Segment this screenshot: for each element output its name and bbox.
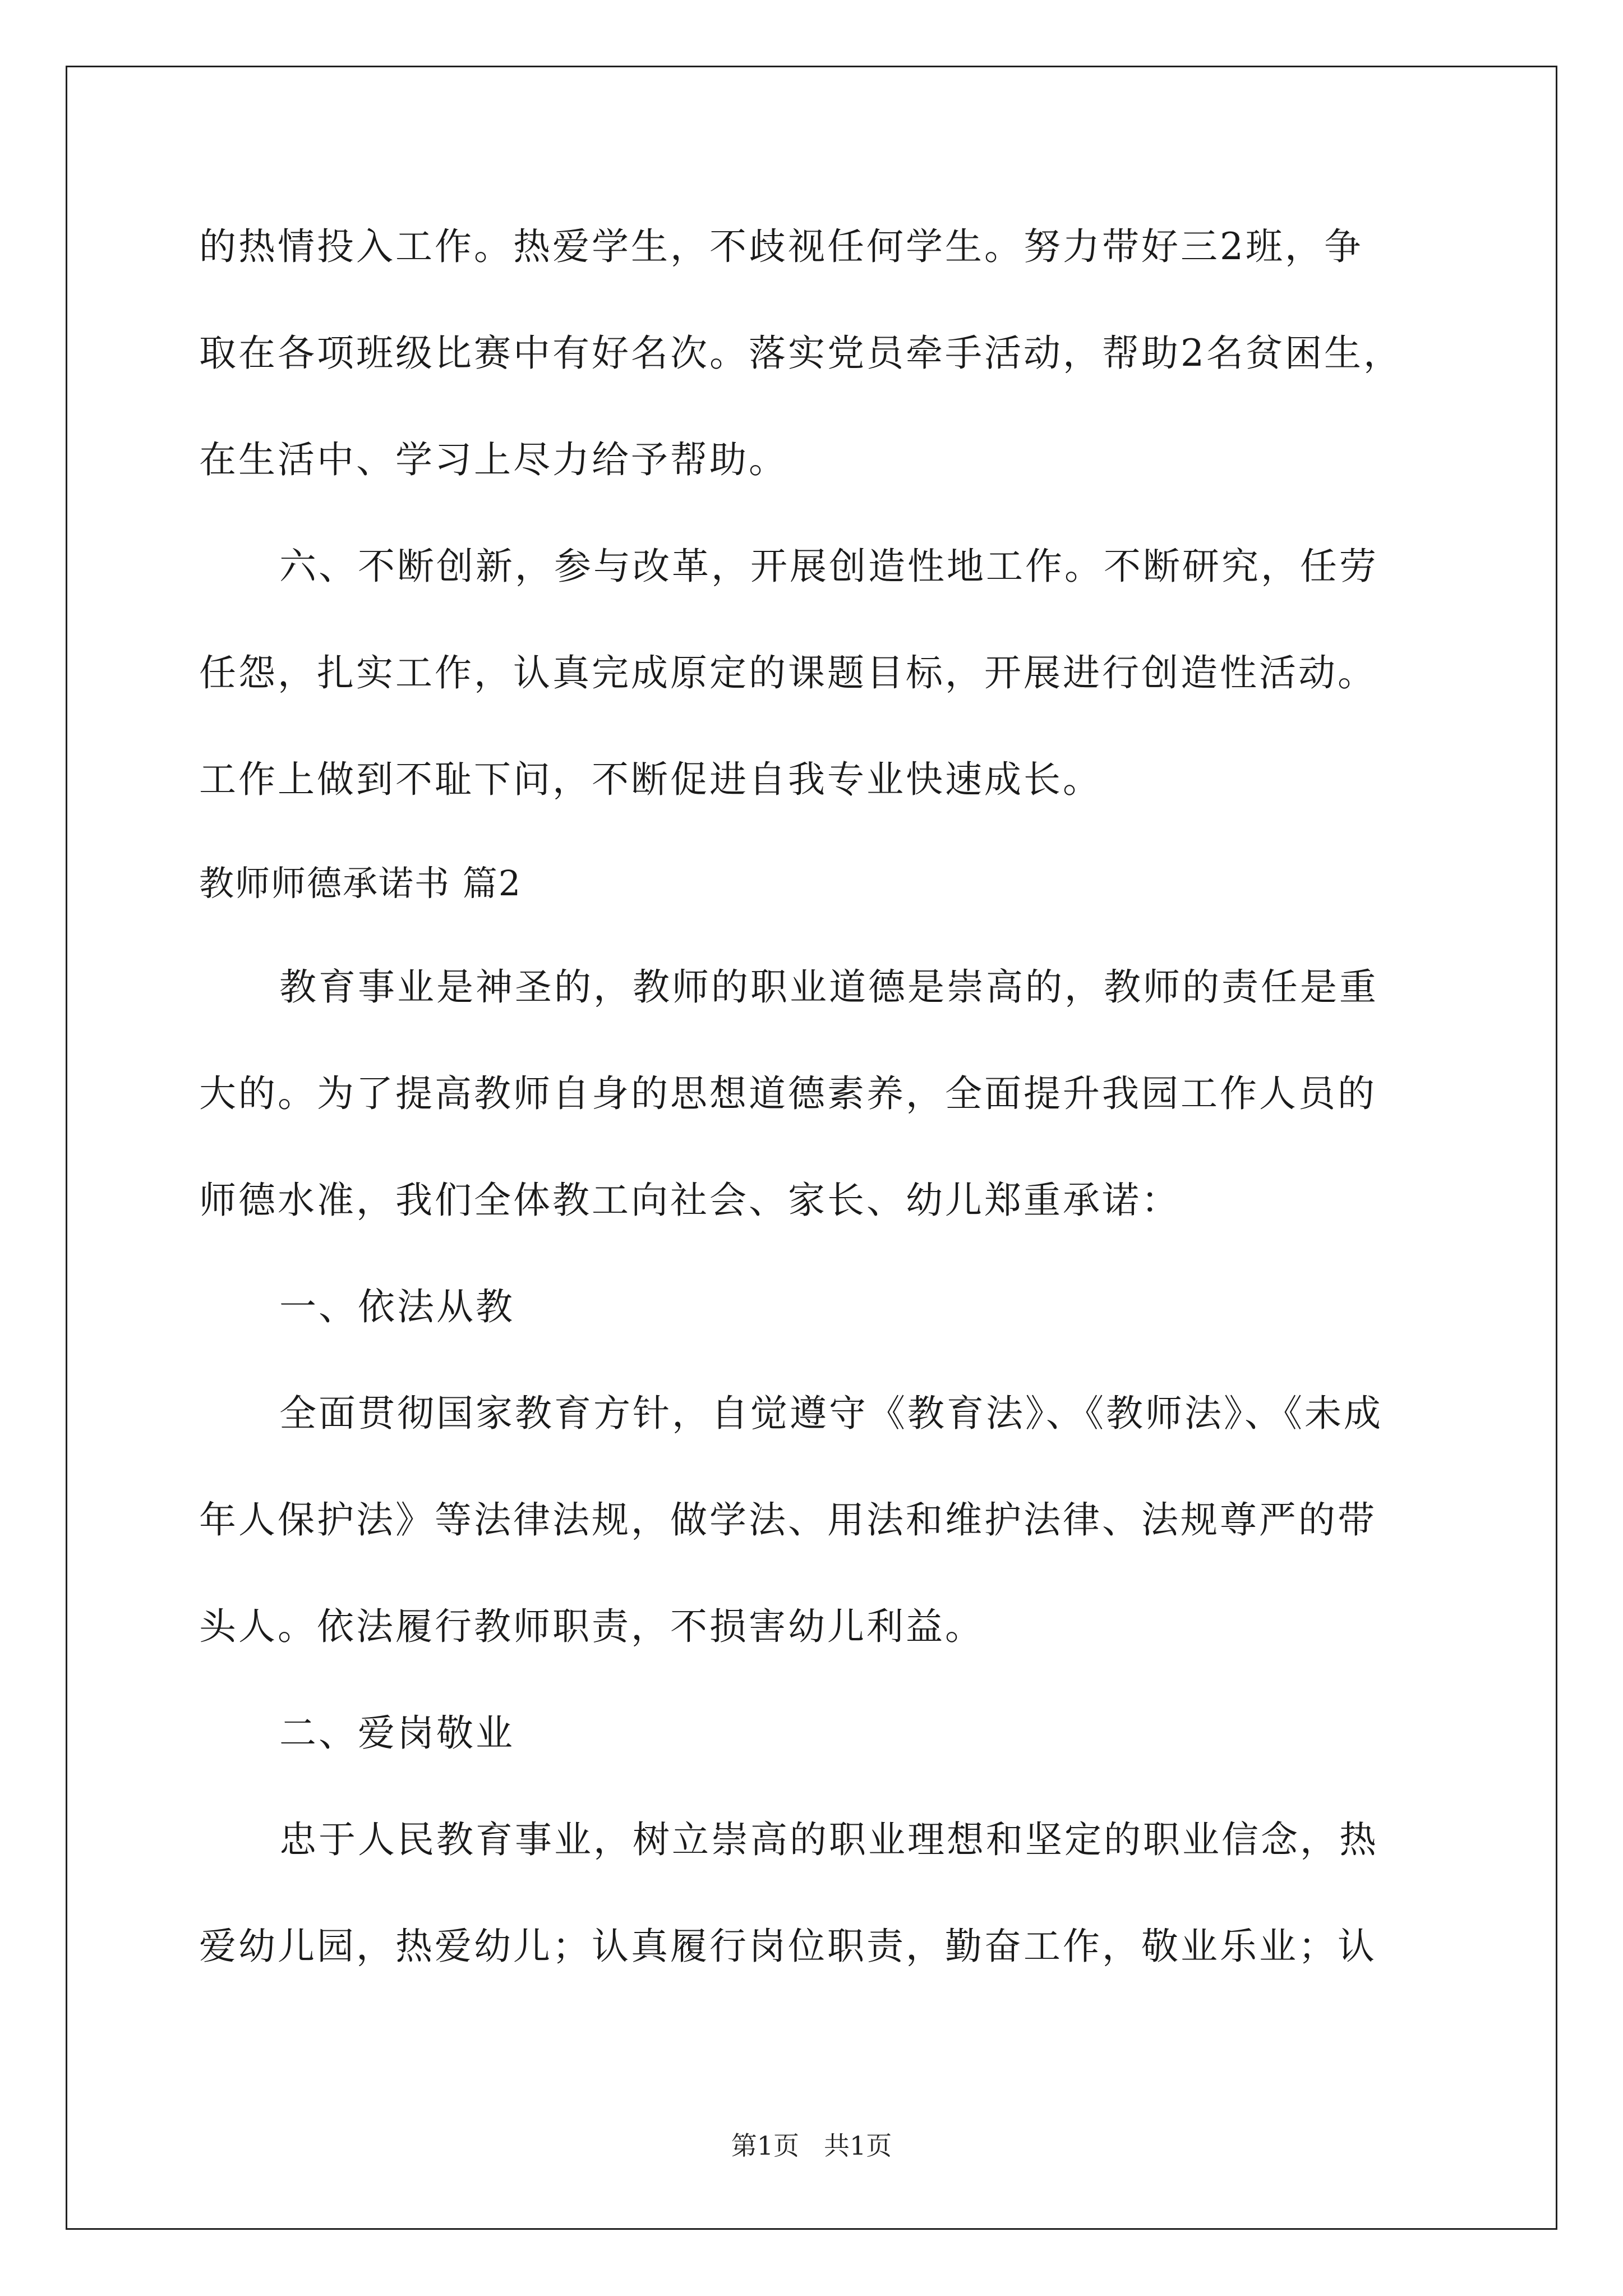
paragraph-line: 大的。为了提高教师自身的思想道德素养，全面提升我园工作人员的 xyxy=(199,1072,1377,1115)
paragraph-line: 忠于人民教育事业，树立崇高的职业理想和坚定的职业信念，热 xyxy=(279,1818,1378,1861)
paragraph-line: 年人保护法》等法律法规，做学法、用法和维护法律、法规尊严的带 xyxy=(199,1498,1377,1542)
paragraph-line: 取在各项班级比赛中有好名次。落实党员牵手活动，帮助2名贫困生， xyxy=(199,332,1403,375)
page-border xyxy=(66,66,1557,2230)
page-number: 第1页 xyxy=(731,2131,800,2161)
paragraph-line: 教育事业是神圣的，教师的职业道德是崇高的，教师的责任是重 xyxy=(279,965,1378,1009)
page-footer xyxy=(0,2129,1623,2162)
page-total: 共1页 xyxy=(823,2131,892,2161)
paragraph-line: 全面贯彻国家教育方针，自觉遵守《教育法》、《教师法》、《未成 xyxy=(279,1392,1383,1435)
paragraph-line: 六、不断创新，参与改革，开展创造性地工作。不断研究，任劳 xyxy=(279,545,1378,588)
paragraph-line: 任怨，扎实工作，认真完成原定的课题目标，开展进行创造性活动。 xyxy=(199,651,1377,694)
paragraph-line: 在生活中、学习上尽力给予帮助。 xyxy=(199,438,788,481)
paragraph-line: 工作上做到不耻下问，不断促进自我专业快速成长。 xyxy=(199,758,1102,801)
section-title: 教师师德承诺书 篇2 xyxy=(199,863,522,904)
paragraph-line: 爱幼儿园，热爱幼儿；认真履行岗位职责，勤奋工作，敬业乐业；认 xyxy=(199,1925,1377,1968)
subheading-line: 一、依法从教 xyxy=(279,1285,515,1328)
paragraph-line: 的热情投入工作。热爱学生，不歧视任何学生。努力带好三2班，争 xyxy=(199,225,1363,268)
paragraph-line: 头人。依法履行教师职责，不损害幼儿利益。 xyxy=(199,1605,984,1648)
paragraph-line: 师德水准，我们全体教工向社会、家长、幼儿郑重承诺： xyxy=(199,1179,1181,1222)
subheading-line: 二、爱岗敬业 xyxy=(279,1711,515,1755)
